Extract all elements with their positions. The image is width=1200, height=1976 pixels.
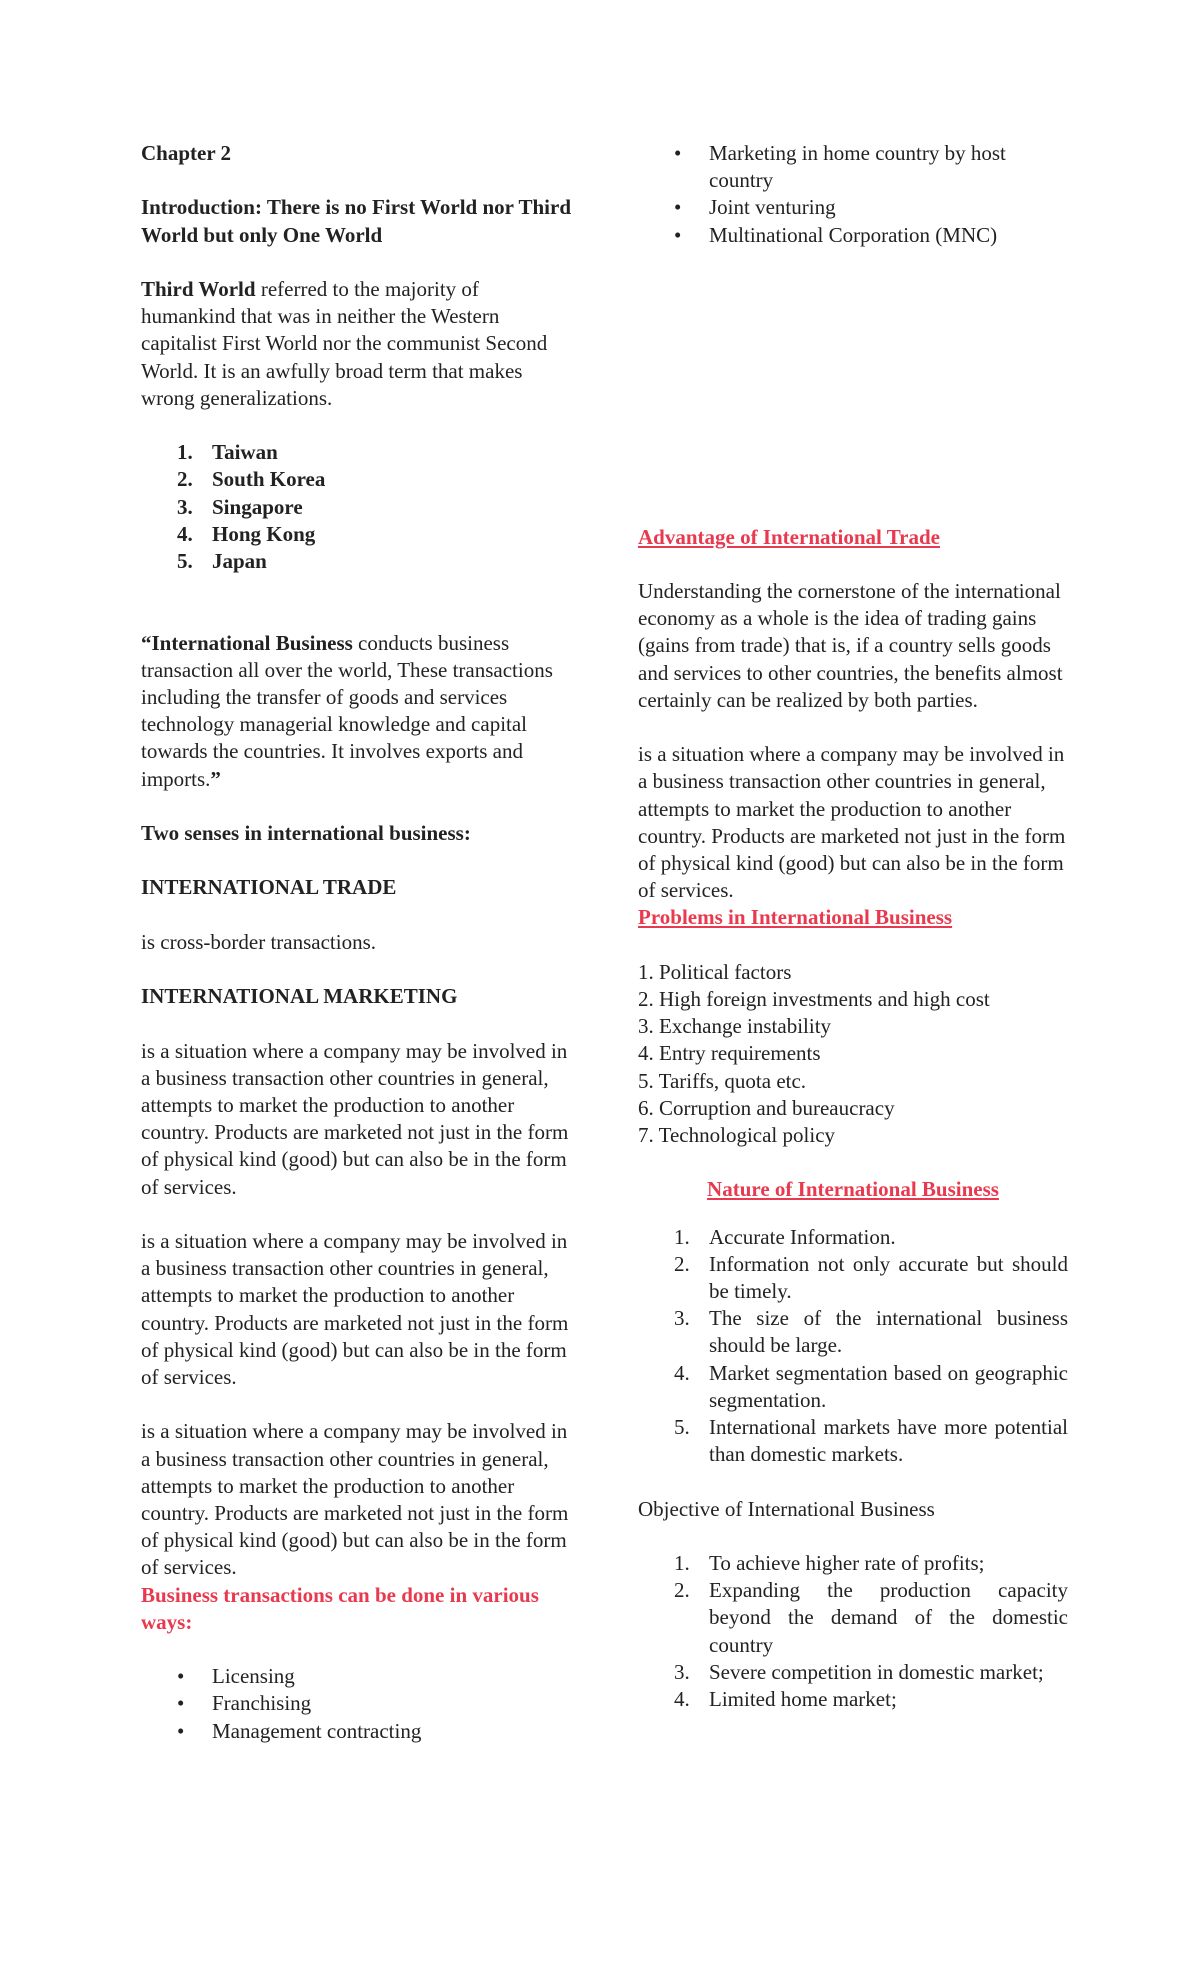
list-item: 6. Corruption and bureaucracy bbox=[638, 1095, 895, 1120]
list-item: 4. Hong Kong bbox=[177, 521, 316, 546]
bullet-icon: • bbox=[674, 195, 682, 220]
international-business-quote: “International Business conducts business transaction all over the world, These transactions including the transfer of goods and services technology managerial knowledge and capital towards the countries. It involves exports and imports.” bbox=[141, 630, 553, 791]
bullet-icon: • bbox=[177, 1718, 185, 1743]
problems-heading: Problems in International Business bbox=[638, 905, 953, 930]
list-item: • Marketing in home country by host country bbox=[674, 141, 1006, 193]
right-lower bbox=[638, 578, 1068, 1713]
list-item: 3. The size of the international business should be large. bbox=[674, 1306, 1068, 1358]
ways-list bbox=[141, 1663, 571, 1745]
bullet-icon: • bbox=[177, 1691, 185, 1716]
ways-heading: Business transactions can be done in various ways: bbox=[141, 1582, 539, 1634]
list-item: 3. Singapore bbox=[177, 494, 303, 519]
trade-heading: INTERNATIONAL TRADE bbox=[141, 875, 397, 900]
list-item: • Licensing bbox=[141, 1663, 571, 1690]
list-item: 5. Tariffs, quota etc. bbox=[638, 1068, 807, 1093]
list-item: 4. Limited home market; bbox=[674, 1687, 897, 1712]
list-item: 1. Accurate Information. bbox=[674, 1224, 896, 1249]
list-item: 2. Information not only accurate but should be timely. bbox=[674, 1251, 1068, 1304]
bullet-icon: • bbox=[177, 1664, 185, 1689]
nature-heading: Nature of International Business bbox=[707, 1177, 999, 1202]
list-item: 5. Japan bbox=[177, 549, 267, 573]
third-world-text: referred to the majority of humankind that was in neither the Western capitalist First World nor the communist Second World. It is an awfully broad term that makes wrong generalizations. bbox=[141, 276, 548, 410]
list-item: 7. Technological policy bbox=[638, 1123, 836, 1148]
advantage-heading: Advantage of International Trade bbox=[638, 525, 940, 549]
advantage-paragraph: Understanding the cornerstone of the international economy as a whole is the idea of trading gains (gains from trade) that is, if a country sells goods and services to other countries, the benefits almost certainly can be realized by both parties. bbox=[638, 579, 1063, 712]
trade-text: is cross-border transactions. bbox=[141, 929, 377, 954]
third-world-term: Third World bbox=[141, 276, 256, 301]
marketing-heading: INTERNATIONAL MARKETING bbox=[141, 984, 458, 1009]
objective-heading: Objective of International Business bbox=[638, 1496, 935, 1521]
situation-paragraph: is a situation where a company may be involved in a business transaction other countries in general, attempts to market the production to another country. Products are marketed not just in the form of physical kind (good) but can also be in the form of services. bbox=[141, 1038, 569, 1199]
list-item: 3. Exchange instability bbox=[638, 1014, 832, 1039]
list-item: 2. Expanding the production capacity beyond the demand of the domestic country bbox=[674, 1578, 1068, 1657]
list-item: 1. To achieve higher rate of profits; bbox=[674, 1551, 985, 1576]
third-world-paragraph bbox=[141, 276, 571, 412]
list-item: 5. International markets have more potential than domestic markets. bbox=[674, 1415, 1068, 1467]
bullet-icon: • bbox=[674, 222, 682, 247]
left-column bbox=[141, 140, 571, 1745]
list-item: 2. High foreign investments and high cost bbox=[638, 987, 990, 1012]
right-column bbox=[638, 140, 1068, 1712]
list-item: 1. Taiwan bbox=[177, 440, 278, 465]
ways-list-continued bbox=[638, 140, 1068, 249]
situation-paragraph: is a situation where a company may be involved in a business transaction other countries in general, attempts to market the production to another country. Products are marketed not just in the form of physical kind (good) but can also be in the form of services. bbox=[141, 1228, 569, 1389]
list-item: 3. Severe competition in domestic market; bbox=[674, 1659, 1044, 1684]
list-item: 4. Market segmentation based on geographic segmentation. bbox=[674, 1360, 1068, 1412]
list-item: • Multinational Corporation (MNC) bbox=[638, 222, 1068, 249]
two-senses-heading: Two senses in international business: bbox=[141, 821, 471, 845]
nature-list bbox=[638, 1224, 1068, 1469]
list-item: • Management contracting bbox=[141, 1718, 571, 1745]
chapter-title: Chapter 2 bbox=[141, 141, 232, 165]
list-item: 1. Political factors bbox=[638, 959, 792, 984]
bullet-icon: • bbox=[674, 141, 682, 165]
problems-list bbox=[638, 959, 1068, 1149]
intro-heading: Introduction: There is no First World nor Third World but only One World bbox=[141, 195, 571, 247]
quote-term: International Business bbox=[151, 630, 353, 655]
list-item: 2. South Korea bbox=[177, 467, 326, 492]
situation-paragraph: is a situation where a company may be involved in a business transaction other countries in general, attempts to market the production to another country. Products are marketed not just in the form of physical kind (good) but can also be in the form of services. bbox=[141, 1419, 569, 1580]
list-item: 4. Entry requirements bbox=[638, 1041, 821, 1066]
list-item: • Franchising bbox=[141, 1690, 571, 1717]
situation-paragraph: is a situation where a company may be involved in a business transaction other countries in general, attempts to market the production to another country. Products are marketed not just in the form of physical kind (good) but can also be in the form of services. bbox=[638, 742, 1066, 903]
list-item: • Joint venturing bbox=[638, 194, 1068, 221]
countries-list bbox=[141, 439, 571, 575]
objectives-list bbox=[638, 1550, 1068, 1713]
